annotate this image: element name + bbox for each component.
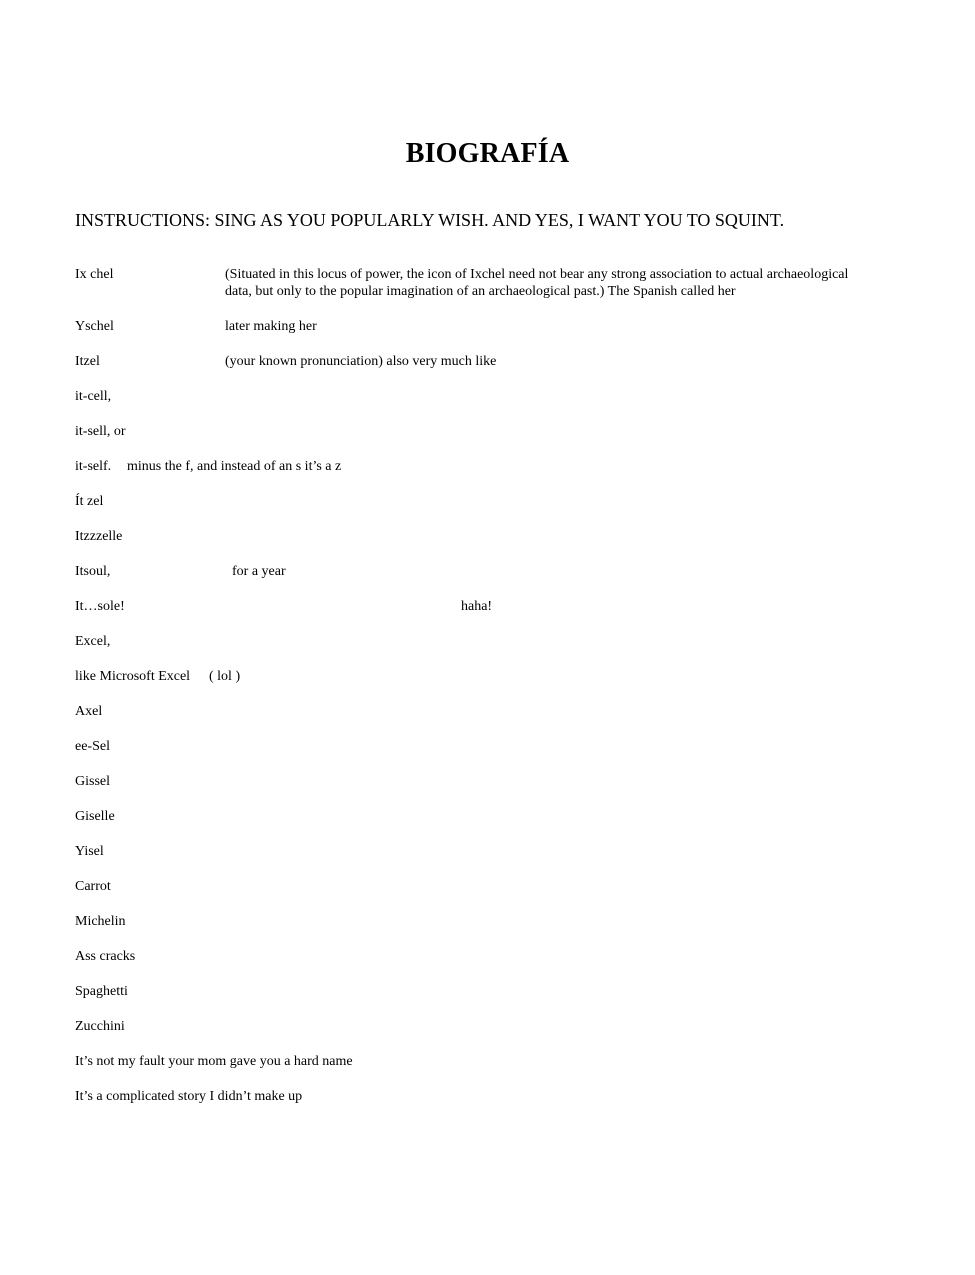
line-yschel: Yschel — [75, 319, 114, 334]
line-itsole: It…sole! — [75, 599, 125, 614]
line-itsoul: Itsoul, — [75, 564, 111, 579]
line-ee-sel: ee-Sel — [75, 739, 110, 754]
line-zucchini: Zucchini — [75, 1019, 125, 1034]
line-itsoul-note: for a year — [232, 564, 286, 579]
line-gissel: Gissel — [75, 774, 110, 789]
line-spaghetti: Spaghetti — [75, 984, 128, 999]
line-itzzzelle: Itzzzelle — [75, 529, 123, 544]
line-giselle: Giselle — [75, 809, 115, 824]
line-axel: Axel — [75, 704, 103, 719]
line-ixchel-note: (Situated in this locus of power, the icon of Ixchel need not bear any strong association to actual archaeological data, but only to the popular imagination of an archaeological past.) The Spanish called her — [225, 267, 849, 299]
line-microsoft-note: ( lol ) — [209, 669, 241, 684]
line-yisel: Yisel — [75, 844, 104, 859]
line-itsole-note: haha! — [461, 599, 493, 614]
line-itzel-accent: Ít zel — [75, 494, 104, 509]
line-ass-cracks: Ass cracks — [75, 949, 136, 964]
line-itcell: it-cell, — [75, 389, 112, 404]
line-microsoft-excel: like Microsoft Excel — [75, 669, 191, 684]
line-michelin: Michelin — [75, 914, 126, 929]
line-itzel: Itzel — [75, 354, 100, 369]
line-yschel-note: later making her — [225, 319, 317, 334]
document-title: BIOGRAFÍA — [405, 138, 570, 169]
instructions-text: INSTRUCTIONS: SING AS YOU POPULARLY WISH. AND YES, I WANT YOU TO SQUINT. — [75, 210, 785, 230]
line-itzel-note: (your known pronunciation) also very much like — [225, 354, 497, 369]
line-excel: Excel, — [75, 634, 111, 649]
line-itself: it-self. — [75, 459, 112, 474]
line-fault: It’s not my fault your mom gave you a hard name — [75, 1054, 353, 1069]
line-itself-note: minus the f, and instead of an s it’s a z — [127, 459, 342, 474]
line-ixchel: Ix chel — [75, 267, 114, 282]
line-carrot: Carrot — [75, 879, 111, 894]
line-itsell: it-sell, or — [75, 424, 126, 439]
line-story: It’s a complicated story I didn’t make up — [75, 1089, 303, 1104]
